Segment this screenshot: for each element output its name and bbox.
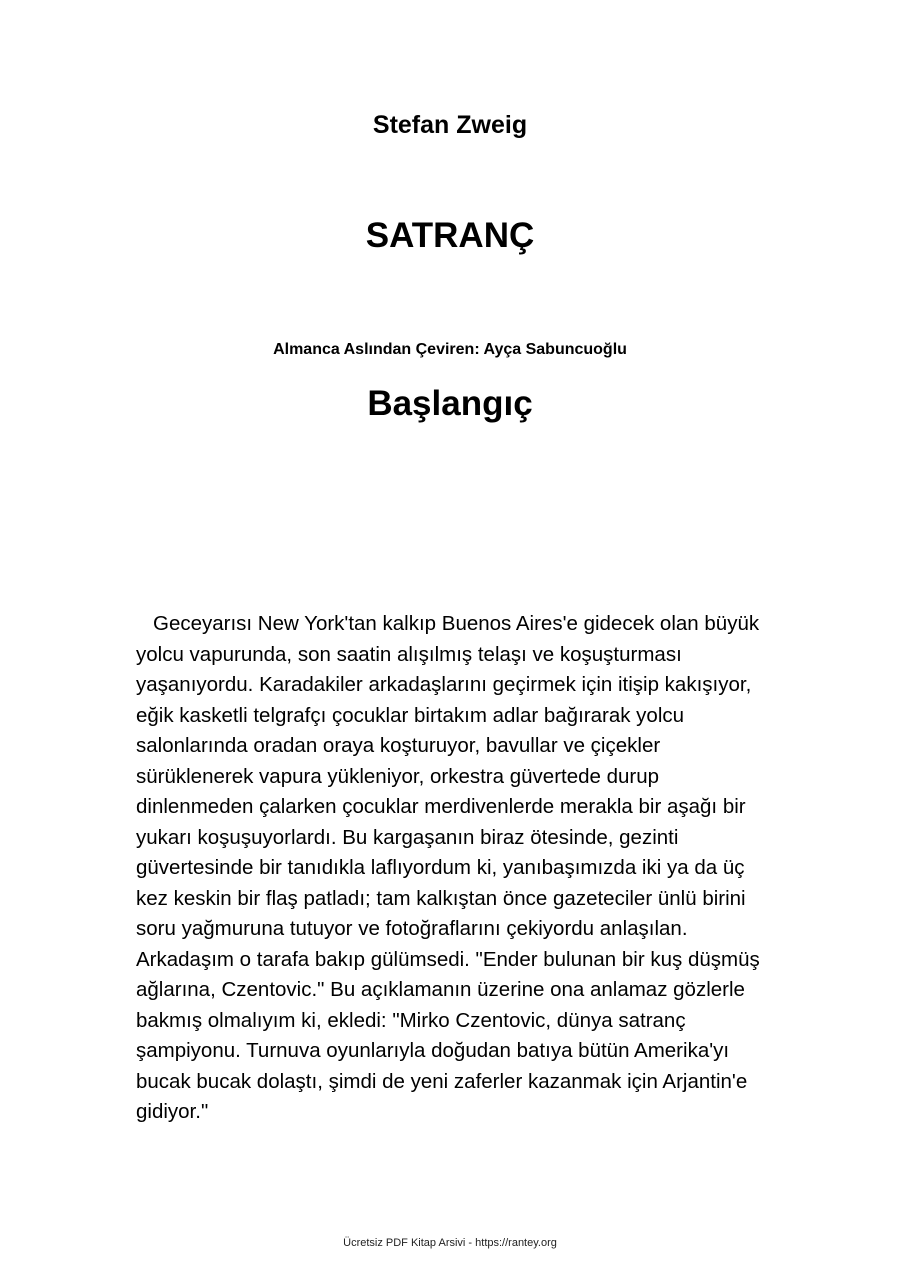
chapter-title: Başlangıç [367,384,533,423]
translator-credit: Almanca Aslından Çeviren: Ayça Sabuncuoğlu [273,341,627,358]
page-footer: Ücretsiz PDF Kitap Arsivi - https://rantey.org [343,1237,557,1249]
book-title: SATRANÇ [365,216,535,255]
body-paragraph: Geceyarısı New York'tan kalkıp Buenos Aires'e gidecek olan büyük yolcu vapurunda, son saatin alışılmış telaşı ve koşuşturması yaşanıyordu. Karadakiler arkadaşlarını geçirmek için itişip kakışıyor, eğik kasketli telgrafçı çocuklar birtakım adlar bağırarak yolcu salonlarında oradan oraya koşturuyor, bavullar ve çiçekler sürüklenerek vapura yükleniyor, orkestra güvertede durup dinlenmeden çalarken çocuklar merdivenlerde merakla bir aşağı bir yukarı koşuşuyorlardı. Bu kargaşanın biraz ötesinde, gezinti güvertesinde bir tanıdıkla laflıyordum ki, yanıbaşımızda iki ya da üç kez keskin bir flaş patladı; tam kalkıştan önce gazeteciler ünlü birini soru yağmuruna tutuyor ve fotoğraflarını çekiyordu anlaşılan. Arkadaşım o tarafa bakıp gülümsedi. "Ender bulunan bir kuş düşmüş ağlarına, Czentovic." Bu açıklamanın üzerine ona anlamaz gözlerle bakmış olmalıyım ki, ekledi: "Mirko Czentovic, dünya satranç şampiyonu. Turnuva oyunlarıyla doğudan batıya bütün Amerika'yı bucak bucak dolaştı, şimdi de yeni zaferler kazanmak için Arjantin'e gidiyor." [136,612,760,1123]
author-name: Stefan Zweig [372,111,528,139]
